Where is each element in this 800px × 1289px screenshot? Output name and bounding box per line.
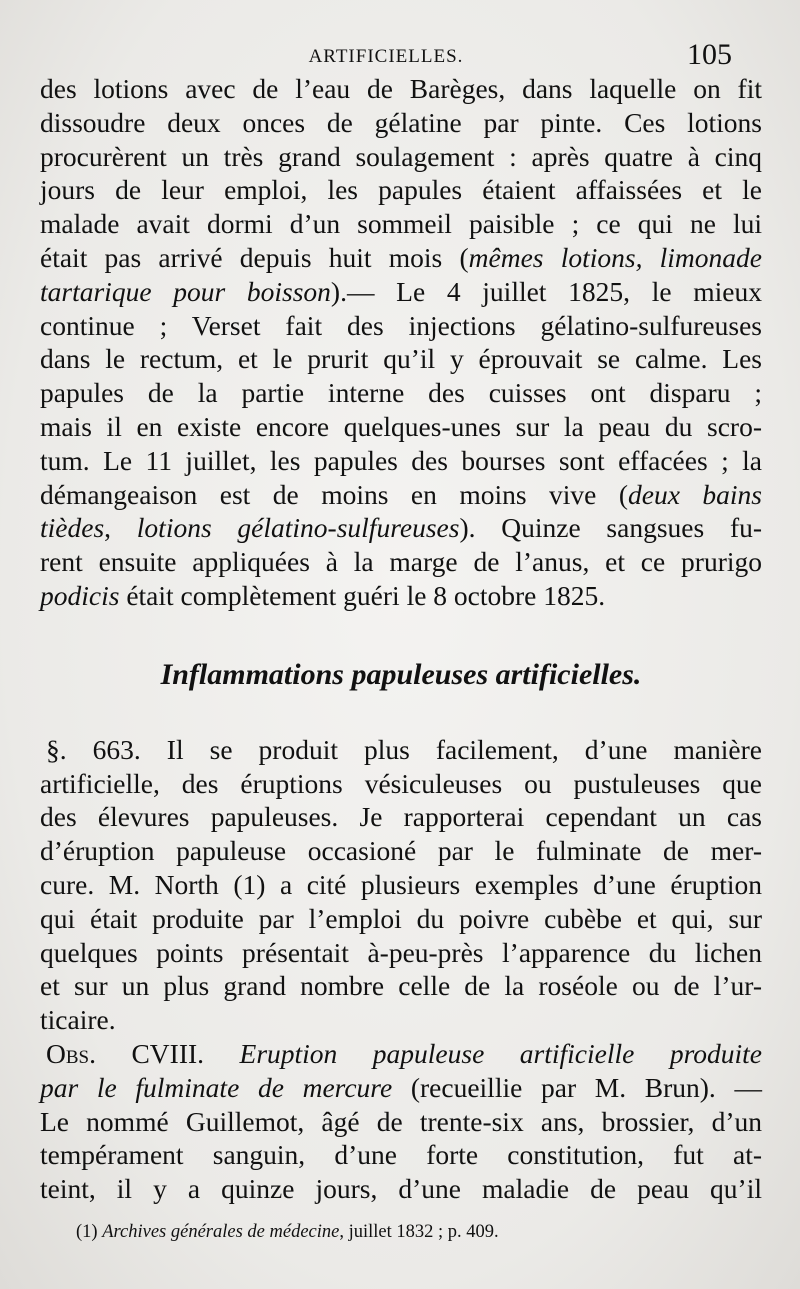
observation-label: Obs. CVIII.: [46, 1037, 205, 1069]
text-line: Le nommé Guillemot, âgé de trente-six ans, brossier, d’un: [40, 1105, 762, 1137]
text-line: tempérament sanguin, d’une forte constitution, fut at-: [40, 1139, 762, 1171]
italic-run: mêmes lotions, limonade: [468, 241, 763, 273]
text-line: artificielle, des éruptions vésiculeuses ou pustuleuses que: [40, 767, 762, 799]
spacer: [40, 707, 762, 733]
observation-paragraph: [40, 1037, 762, 1206]
text-run: (recueillie par M. Brun). —: [392, 1071, 762, 1103]
text-line: [40, 1071, 762, 1105]
body-text: [40, 72, 762, 1206]
italic-run: deux bains: [628, 478, 762, 510]
text-line: tum. Le 11 juillet, les papules des bourses sont effacées ; la: [40, 444, 762, 476]
text-line: procurèrent un très grand soulagement : après quatre à cinq: [40, 140, 762, 172]
observation-title: Eruption papuleuse artificielle produite: [239, 1037, 762, 1069]
text-line: qui était produite par l’emploi du poivre cubèbe et qui, sur: [40, 902, 762, 934]
text-line: jours de leur emploi, les papules étaient affaissées et le: [40, 174, 762, 206]
italic-run: tartarique pour boisson: [40, 275, 331, 307]
running-title: ARTIFICIELLES.: [308, 46, 464, 67]
text-line: dans le rectum, et le prurit qu’il y éprouvait se calme. Les: [40, 343, 762, 375]
page-number: 105: [687, 38, 732, 71]
section-heading: Inflammations papuleuses artificielles.: [160, 657, 642, 691]
footnote-reference: , juillet 1832 ; p. 409.: [339, 1222, 499, 1242]
paragraph-663: [40, 733, 762, 1037]
text-run: ,: [104, 512, 137, 544]
text-line: d’éruption papuleuse occasioné par le fulminate de mer-: [40, 835, 762, 867]
text-line: continue ; Verset fait des injections gélatino-sulfureuses: [40, 309, 762, 341]
text-line: des lotions avec de l’eau de Barèges, dans laquelle on fit: [40, 73, 762, 104]
text-run: démangeaison est de moins en moins vive (: [40, 478, 629, 510]
italic-run: podicis: [40, 579, 120, 611]
text-line: [40, 275, 762, 309]
italic-run: lotions gélatino-sulfureuses: [136, 512, 460, 544]
text-run: ). Quinze sangsues fu-: [459, 512, 763, 544]
text-line: rent ensuite appliquées à la marge de l’anus, et ce prurigo: [40, 546, 762, 578]
paragraph-continuation: [40, 72, 762, 613]
text-line: [40, 241, 762, 275]
text-line: des élevures papuleuses. Je rapporterai cependant un cas: [40, 801, 762, 833]
text-line: ticaire.: [40, 1004, 116, 1036]
text-line: [40, 1037, 762, 1071]
italic-run: tièdes: [40, 512, 105, 544]
text-line: dissoudre deux onces de gélatine par pinte. Ces lotions: [40, 106, 762, 138]
text-line: [40, 478, 762, 512]
observation-title: par le fulminate de mercure: [40, 1071, 393, 1103]
text-line: et sur un plus grand nombre celle de la roséole ou de l’ur-: [40, 970, 762, 1002]
text-run: était pas arrivé depuis huit mois (: [40, 241, 469, 273]
text-line: [40, 511, 762, 545]
text-line: cure. M. North (1) a cité plusieurs exemples d’une éruption: [40, 868, 762, 900]
footnote-marker: (1): [76, 1222, 103, 1242]
text-line: mais il en existe encore quelques-unes sur la peau du scro-: [40, 410, 762, 442]
footnote: [76, 1222, 756, 1243]
text-line: quelques points présentait à-peu-près l’apparence du lichen: [40, 936, 762, 968]
text-line: teint, il y a quinze jours, d’une maladie de peau qu’il: [40, 1173, 762, 1205]
text-line: malade avait dormi d’un sommeil paisible ; ce qui ne lui: [40, 208, 762, 240]
text-run: était complètement guéri le 8 octobre 1825.: [119, 579, 606, 611]
footnote-source: Archives générales de médecine: [102, 1222, 340, 1242]
text-line: §. 663. Il se produit plus facilement, d’une manière: [46, 733, 762, 765]
text-run: ).— Le 4 juillet 1825, le mieux: [330, 275, 762, 307]
text-line: [40, 579, 762, 613]
text-line: papules de la partie interne des cuisses ont disparu ;: [40, 377, 762, 409]
